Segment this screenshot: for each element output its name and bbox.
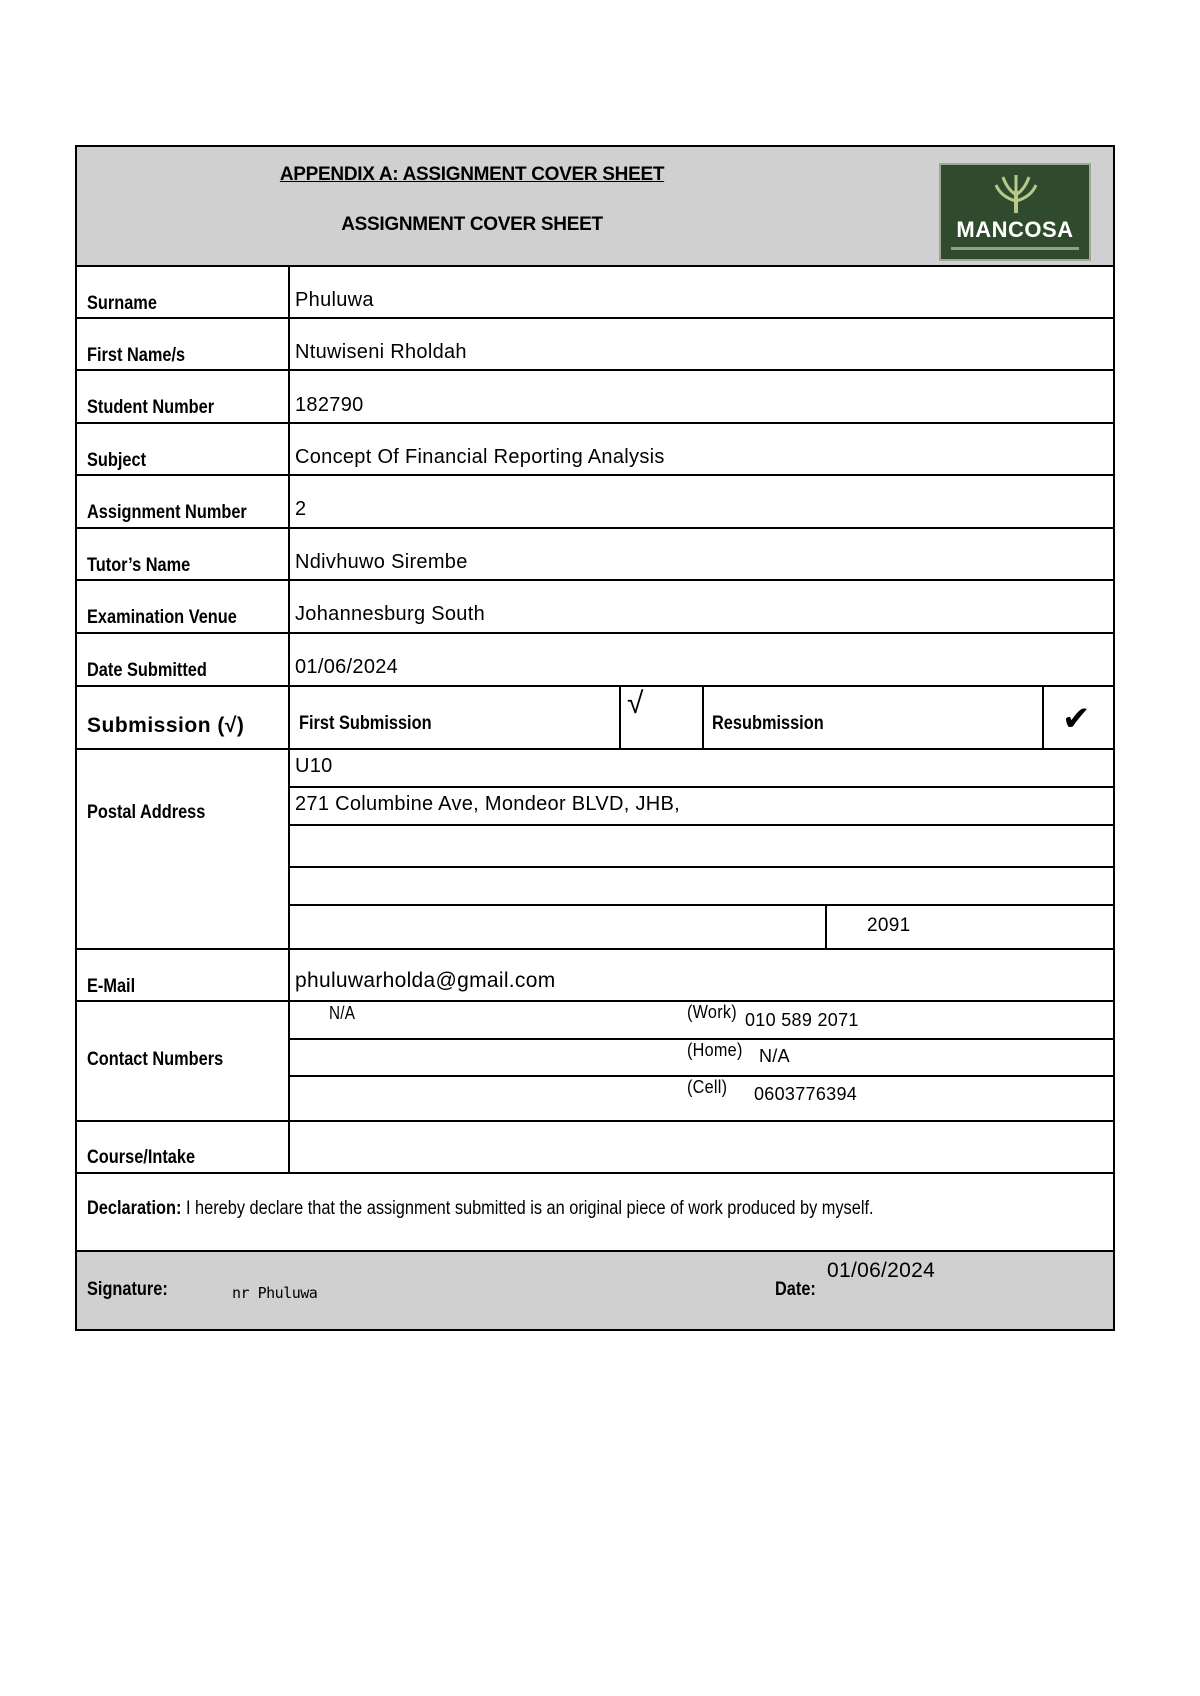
first-submission-label: First Submission — [299, 713, 432, 734]
page-subtitle: ASSIGNMENT COVER SHEET — [341, 214, 603, 235]
email-label: E-Mail — [87, 976, 136, 997]
declaration — [87, 1198, 874, 1220]
cell-label: (Cell) — [687, 1077, 728, 1097]
contact-left-value[interactable]: N/A — [329, 1003, 356, 1023]
student-number-field[interactable]: 182790 — [295, 394, 364, 416]
declaration-text: I hereby declare that the assignment submitted is an original piece of work produced by myself. — [181, 1198, 874, 1219]
resubmission-checkbox[interactable]: ✔ — [1062, 700, 1091, 738]
work-number-field[interactable]: 010 589 2071 — [745, 1010, 859, 1030]
cover-sheet-form — [75, 145, 1115, 1331]
signature-label: Signature: — [87, 1279, 168, 1300]
cell-number-field[interactable]: 0603776394 — [754, 1084, 858, 1104]
first-names-label: First Name/s — [87, 345, 186, 366]
subject-label: Subject — [87, 450, 147, 471]
tutor-name-label: Tutor’s Name — [87, 555, 191, 576]
assignment-number-field[interactable]: 2 — [295, 498, 307, 520]
date-submitted-label: Date Submitted — [87, 660, 207, 681]
first-names-field[interactable]: Ntuwiseni Rholdah — [295, 341, 467, 363]
page-title: APPENDIX A: ASSIGNMENT COVER SHEET — [279, 164, 665, 185]
surname-label: Surname — [87, 293, 157, 314]
assignment-number-label: Assignment Number — [87, 502, 247, 523]
subject-field[interactable]: Concept Of Financial Reporting Analysis — [295, 446, 665, 468]
postal-line1-field[interactable]: U10 — [295, 755, 333, 777]
postal-line2-field[interactable]: 271 Columbine Ave, Mondeor BLVD, JHB, — [295, 793, 681, 815]
email-field[interactable]: phuluwarholda@gmail.com — [295, 969, 556, 992]
tree-logo-icon — [993, 173, 1039, 213]
contact-numbers-label: Contact Numbers — [87, 1049, 224, 1070]
date-field[interactable]: 01/06/2024 — [827, 1259, 936, 1282]
examination-venue-label: Examination Venue — [87, 607, 237, 628]
tutor-name-field[interactable]: Ndivhuwo Sirembe — [295, 551, 468, 573]
logo-tagline-bar — [951, 247, 1079, 250]
submission-label: Submission (√) — [87, 714, 245, 737]
student-number-label: Student Number — [87, 397, 215, 418]
postal-address-label: Postal Address — [87, 802, 206, 823]
date-submitted-field[interactable]: 01/06/2024 — [295, 656, 399, 678]
declaration-label: Declaration: — [87, 1198, 182, 1219]
postal-code-field[interactable]: 2091 — [867, 915, 911, 936]
logo-wordmark: MANCOSA — [956, 217, 1074, 242]
home-label: (Home) — [687, 1040, 743, 1060]
work-label: (Work) — [687, 1002, 737, 1022]
surname-field[interactable]: Phuluwa — [295, 289, 374, 311]
date-label: Date: — [775, 1279, 816, 1300]
resubmission-label: Resubmission — [712, 713, 824, 734]
mancosa-logo — [939, 163, 1091, 261]
home-number-field[interactable]: N/A — [759, 1046, 790, 1066]
course-intake-label: Course/Intake — [87, 1147, 196, 1168]
examination-venue-field[interactable]: Johannesburg South — [295, 603, 485, 625]
first-submission-checkbox[interactable]: √ — [627, 687, 644, 720]
signature-value[interactable]: nr Phuluwa — [232, 1284, 318, 1302]
